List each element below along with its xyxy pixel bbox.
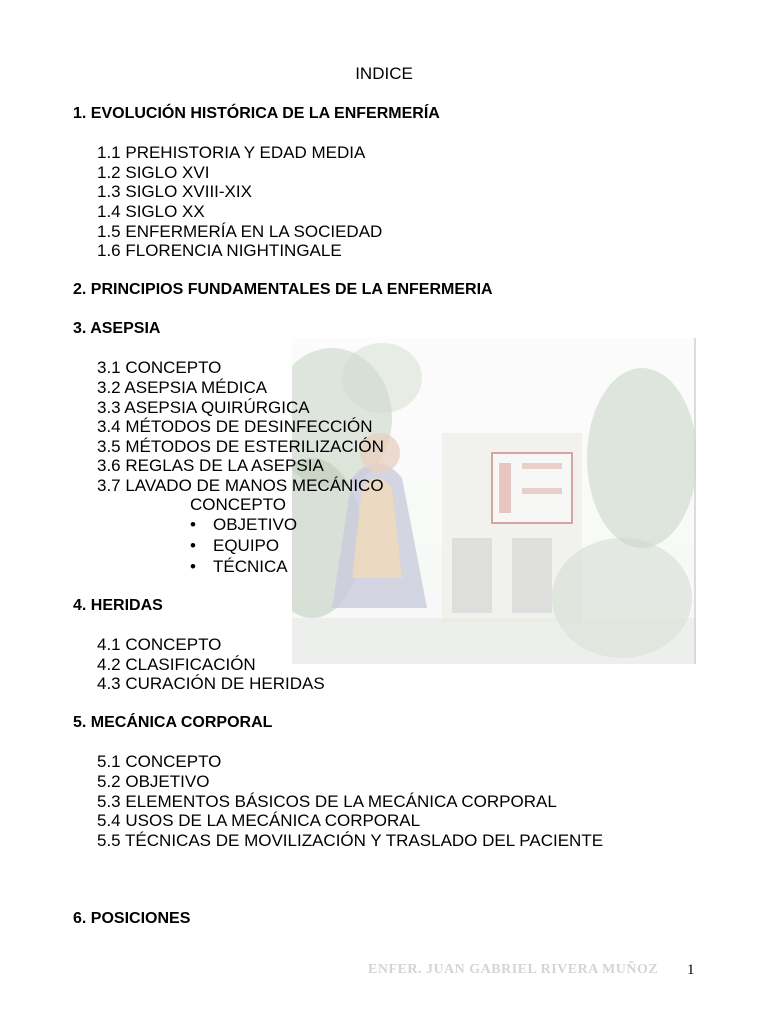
list-item: 1.4 SIGLO XX (97, 202, 205, 221)
list-item: 5.3 ELEMENTOS BÁSICOS DE LA MECÁNICA CORPORAL (97, 792, 557, 811)
background-photo (292, 338, 696, 664)
footer-author: ENFER. JUAN GABRIEL RIVERA MUÑOZ (368, 962, 659, 977)
bullet-item: • EQUIPO (190, 536, 280, 555)
list-item: 5.2 OBJETIVO (97, 772, 210, 791)
list-item: 3.5 MÉTODOS DE ESTERILIZACIÓN (97, 437, 384, 456)
section-heading-4: 4. HERIDAS (73, 597, 163, 614)
list-item: 4.3 CURACIÓN DE HERIDAS (97, 674, 325, 693)
bullet-item: • OBJETIVO (190, 515, 298, 534)
list-item: 3.2 ASEPSIA MÉDICA (97, 378, 268, 397)
sub-item: CONCEPTO (190, 495, 287, 514)
list-item: 4.2 CLASIFICACIÓN (97, 655, 256, 674)
list-item: 3.7 LAVADO DE MANOS MECÁNICO (97, 476, 384, 495)
list-item: 4.1 CONCEPTO (97, 635, 222, 654)
list-item: 3.6 REGLAS DE LA ASEPSIA (97, 456, 324, 475)
list-item: 3.4 MÉTODOS DE DESINFECCIÓN (97, 417, 373, 436)
section-heading-5: 5. MECÁNICA CORPORAL (73, 714, 273, 731)
section-heading-6: 6. POSICIONES (73, 910, 191, 927)
list-item: 1.1 PREHISTORIA Y EDAD MEDIA (97, 143, 366, 162)
list-item: 5.5 TÉCNICAS DE MOVILIZACIÓN Y TRASLADO DEL PACIENTE (97, 831, 604, 850)
bullet-icon: • (190, 515, 196, 534)
list-item: 1.5 ENFERMERÍA EN LA SOCIEDAD (97, 222, 383, 241)
bullet-item: • TÉCNICA (190, 557, 288, 576)
list-item: 1.2 SIGLO XVI (97, 163, 210, 182)
page-number: 1 (687, 962, 695, 978)
list-item: 1.3 SIGLO XVIII-XIX (97, 182, 252, 201)
list-item: 5.4 USOS DE LA MECÁNICA CORPORAL (97, 811, 421, 830)
list-item: 5.1 CONCEPTO (97, 752, 222, 771)
list-item: 3.1 CONCEPTO (97, 358, 222, 377)
list-item: 3.3 ASEPSIA QUIRÚRGICA (97, 398, 310, 417)
section-heading-3: 3. ASEPSIA (73, 320, 161, 337)
section-heading-2: 2. PRINCIPIOS FUNDAMENTALES DE LA ENFERMERIA (73, 281, 493, 298)
bullet-icon: • (190, 557, 196, 576)
list-item: 1.6 FLORENCIA NIGHTINGALE (97, 241, 342, 260)
bullet-icon: • (190, 536, 196, 555)
page-title: INDICE (355, 64, 413, 83)
section-heading-1: 1. EVOLUCIÓN HISTÓRICA DE LA ENFERMERÍA (73, 105, 440, 122)
